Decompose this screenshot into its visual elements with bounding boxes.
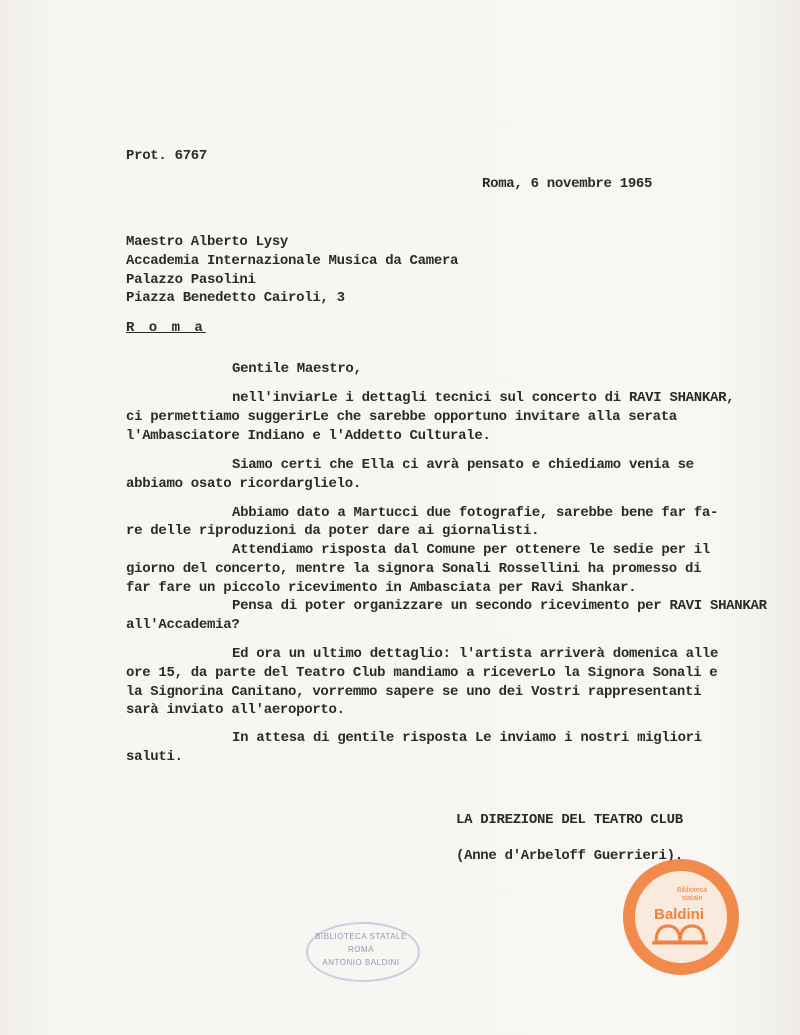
body-line: ore 15, da parte del Teatro Club mandiamo a riceverLo la Signora Sonali e [126, 665, 718, 681]
baldini-logo-icon [622, 858, 740, 976]
stamp-text: ANTONIO BALDINI [322, 958, 400, 967]
signature-name: (Anne d'Arbeloff Guerrieri). [456, 848, 683, 864]
body-line: Ed ora un ultimo dettaglio: l'artista arriverà domenica alle [232, 646, 719, 662]
logo-text: Biblioteca [676, 887, 708, 894]
recipient-line: Accademia Internazionale Musica da Camera [126, 253, 459, 269]
body-line: Siamo certi che Ella ci avrà pensato e chiediamo venia se [232, 457, 694, 473]
recipient-city: R o m a [126, 320, 206, 336]
body-line: abbiamo osato ricordarglielo. [126, 476, 361, 492]
logo-text: statale [681, 895, 703, 902]
logo-name: Baldini [653, 906, 705, 923]
baldini-library-logo [622, 858, 740, 976]
body-line: l'Ambasciatore Indiano e l'Addetto Culturale. [126, 428, 491, 444]
stamp-text: ROMA [348, 945, 374, 954]
stamp-text: BIBLIOTECA STATALE [315, 932, 407, 941]
salutation: Gentile Maestro, [232, 361, 362, 377]
body-line: giorno del concerto, mentre la signora Sonali Rossellini ha promesso di [126, 561, 702, 577]
body-line: nell'inviarLe i dettagli tecnici sul concerto di RAVI SHANKAR, [232, 390, 735, 406]
body-line: In attesa di gentile risposta Le inviamo i nostri migliori [232, 730, 702, 746]
body-line: saluti. [126, 749, 183, 765]
body-line: Pensa di poter organizzare un secondo ricevimento per RAVI SHANKAR [232, 598, 767, 614]
body-line: sarà inviato all'aeroporto. [126, 702, 345, 718]
body-line: Attendiamo risposta dal Comune per ottenere le sedie per il [232, 542, 710, 558]
body-line: ci permettiamo suggerirLe che sarebbe opportuno invitare alla serata [126, 409, 677, 425]
protocol-number: Prot. 6767 [126, 148, 208, 164]
body-line: re delle riproduzioni da poter dare ai giornalisti. [126, 523, 540, 539]
recipient-line: Palazzo Pasolini [126, 272, 256, 288]
body-line: la Signorina Canitano, vorremmo sapere se uno dei Vostri rappresentanti [126, 684, 702, 700]
body-line: all'Accademia? [126, 617, 240, 633]
body-line: far fare un piccolo ricevimento in Ambasciata per Ravi Shankar. [126, 580, 637, 596]
recipient-line: Piazza Benedetto Cairoli, 3 [126, 290, 345, 306]
signature-organization: LA DIREZIONE DEL TEATRO CLUB [456, 812, 683, 828]
recipient-line: Maestro Alberto Lysy [126, 234, 289, 250]
body-line: Abbiamo dato a Martucci due fotografie, sarebbe bene far fa- [232, 505, 719, 521]
letter-date: Roma, 6 novembre 1965 [482, 176, 653, 192]
